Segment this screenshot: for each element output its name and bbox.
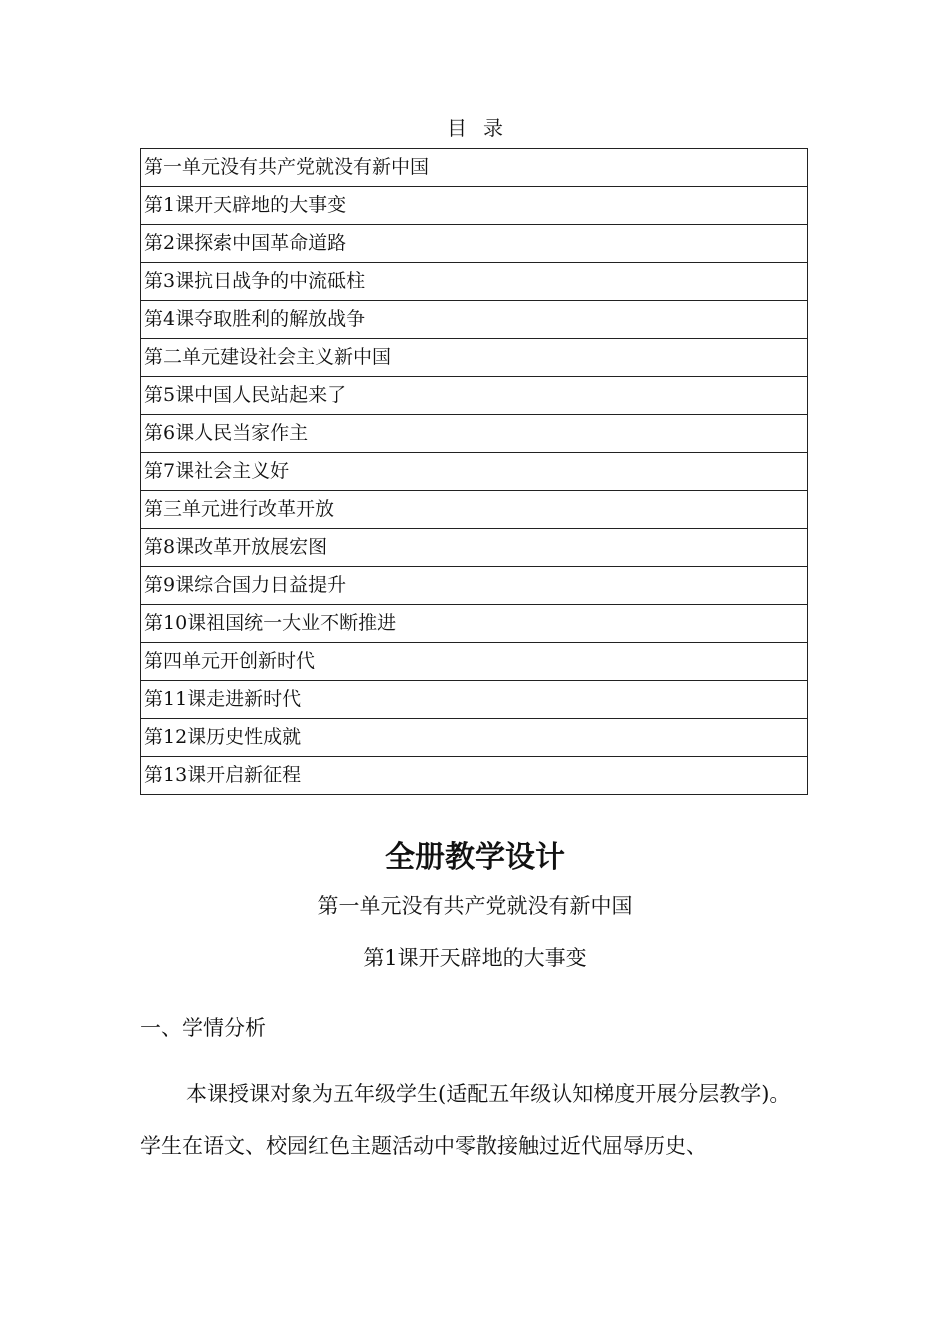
toc-entry: 第13课开启新征程 — [141, 757, 808, 795]
toc-row — [141, 757, 808, 795]
toc-entry: 第7课社会主义好 — [141, 453, 808, 491]
toc-row — [141, 225, 808, 263]
section-heading: 一、学情分析 — [140, 1016, 266, 1040]
toc-row — [141, 415, 808, 453]
toc-row — [141, 681, 808, 719]
toc-title: 目录 — [447, 116, 519, 140]
toc-row — [141, 149, 808, 187]
toc-row — [141, 719, 808, 757]
toc-row — [141, 301, 808, 339]
toc-entry: 第8课改革开放展宏图 — [141, 529, 808, 567]
toc-entry: 第10课祖国统一大业不断推进 — [141, 605, 808, 643]
toc-row — [141, 453, 808, 491]
toc-row — [141, 339, 808, 377]
toc-entry: 第四单元开创新时代 — [141, 643, 808, 681]
toc-row — [141, 567, 808, 605]
toc-table — [140, 148, 808, 795]
toc-entry: 第4课夺取胜利的解放战争 — [141, 301, 808, 339]
toc-row — [141, 377, 808, 415]
toc-entry: 第一单元没有共产党就没有新中国 — [141, 149, 808, 187]
toc-entry: 第6课人民当家作主 — [141, 415, 808, 453]
toc-entry: 第9课综合国力日益提升 — [141, 567, 808, 605]
body-paragraph: 本课授课对象为五年级学生(适配五年级认知梯度开展分层教学)。学生在语文、校园红色主题活动中零散接触过近代屈辱历史、 — [140, 1082, 791, 1158]
toc-row — [141, 605, 808, 643]
toc-row — [141, 187, 808, 225]
toc-row — [141, 529, 808, 567]
toc-entry: 第12课历史性成就 — [141, 719, 808, 757]
toc-row — [141, 491, 808, 529]
toc-entry: 第1课开天辟地的大事变 — [141, 187, 808, 225]
toc-row — [141, 643, 808, 681]
toc-row — [141, 263, 808, 301]
toc-entry: 第11课走进新时代 — [141, 681, 808, 719]
toc-entry: 第三单元进行改革开放 — [141, 491, 808, 529]
unit-subtitle: 第一单元没有共产党就没有新中国 — [317, 894, 633, 918]
toc-entry: 第3课抗日战争的中流砥柱 — [141, 263, 808, 301]
toc-entry: 第2课探索中国革命道路 — [141, 225, 808, 263]
toc-entry: 第5课中国人民站起来了 — [141, 377, 808, 415]
lesson-subtitle: 第1课开天辟地的大事变 — [363, 946, 587, 970]
document-title: 全册教学设计 — [385, 840, 565, 875]
toc-entry: 第二单元建设社会主义新中国 — [141, 339, 808, 377]
